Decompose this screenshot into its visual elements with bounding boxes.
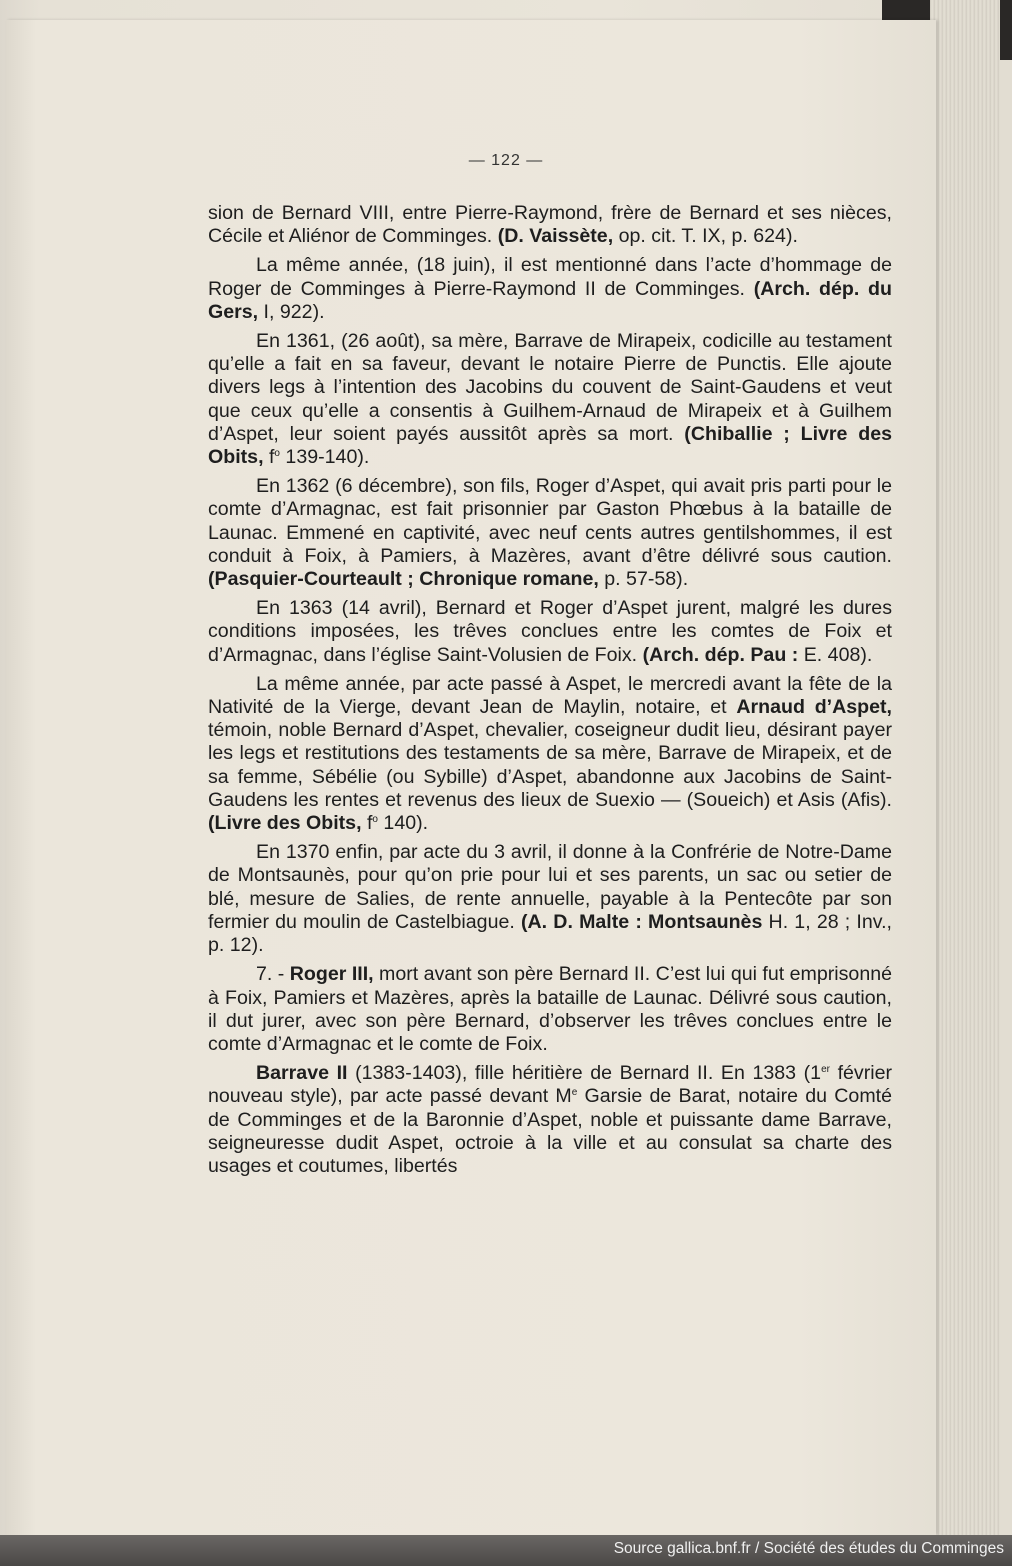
citation-bold: (Livre des Obits, — [208, 812, 362, 835]
text-run: 140). — [377, 812, 429, 835]
text-run: En 1370 enfin, par acte du 3 avril, il donne à la Confrérie de Notre-Dame de Montsaunès, pour qu’on prie pour lui et ses parents, un sac ou setier de blé, mesure de Salies, de rente annuelle, payable à la Pentecôte par son fermier du moulin de Castelbiague. — [208, 841, 892, 933]
citation-bold: (Pasquier-Courteault ; Chronique romane, — [208, 568, 599, 591]
text-run: mort avant son père Bernard II. C’est lui qui fut emprisonné à Foix, Pamiers et Mazères, après la bataille de Launac. Délivré sous caution, il dut jurer, avec son père Bernard, d’observer les trêves conclues entre le comte d’Armagnac et le comte de Foix. — [208, 963, 893, 1055]
text-run: E. 408). — [798, 643, 873, 666]
paragraph — [208, 330, 892, 469]
source-credit: Source gallica.bnf.fr / Société des études du Comminges — [613, 1540, 1004, 1557]
paragraph — [208, 202, 892, 248]
text-run: La même année, (18 juin), il est mentionné dans l’acte d’hommage de Roger de Comminges à Pierre-Raymond II de Comminges. — [208, 254, 892, 300]
citation-bold: (A. D. Malte : Montsaunès — [521, 910, 763, 933]
text-run: En 1361, (26 août), sa mère, Barrave de Mirapeix, codicille au testament qu’elle a fait en sa faveur, devant le notaire Pierre de Punctis. Elle ajoute divers legs à l’intention des Jacobins du couvent de Saint-Gaudens et veut que ceux qu’elle a consentis à Guilhem-Arnaud de Mirapeix et à Guilhem d’Aspet, leur soient payés aussitôt après sa mort. — [208, 330, 892, 445]
text-run: I, 922). — [258, 300, 325, 323]
text-run: 7. - — [256, 963, 290, 986]
page-number: — 122 — — [468, 152, 544, 169]
text-run: sion de Bernard VIII, entre Pierre-Raymond, frère de Bernard et ses nièces, Cécile et Aliénor de Comminges. — [208, 202, 892, 248]
text-run: témoin, noble Bernard d’Aspet, chevalier, coseigneur dudit lieu, désirant payer les legs et restitutions des testaments de sa mère, Barrave de Mirapeix, et de sa femme, Sébélie (ou Sybille) d’Aspet, abandonne aux Jacobins de Saint-Gaudens les rentes et revenus des lieux de Suexio — (Soueich) et Asis (Afis). — [208, 719, 892, 811]
text-run: En 1362 (6 décembre), son fils, Roger d’Aspet, qui avait pris parti pour le comte d’Armagnac, est fait prisonnier par Gaston Phœbus à la bataille de Launac. Emmené en captivité, avec neuf cents autres gentilshommes, il est conduit à Foix, à Pamiers, à Mazères, avant d’être délivré sous caution. — [208, 475, 892, 567]
text-run: Garsie de Barat, notaire du Comté de Comminges et de la Baronnie d’Aspet, noble et puissante dame Barrave, seigneuresse dudit Aspet, octroie à la ville et au consulat sa charte des usages et coutumes, libertés — [208, 1085, 892, 1177]
paragraph — [208, 1062, 892, 1178]
text-run: p. 57-58). — [598, 568, 689, 591]
superscript: o — [274, 448, 280, 460]
text-run: f — [263, 446, 275, 469]
citation-bold: (D. Vaissète, — [497, 225, 614, 248]
citation-bold: Arnaud d’Aspet, — [736, 696, 892, 719]
superscript: e — [571, 1087, 578, 1099]
paragraph — [208, 963, 892, 1056]
text-run: (1383-1403), fille héritière de Bernard II. En 1383 (1 — [347, 1062, 822, 1085]
citation-bold: (Arch. dép. Pau : — [642, 643, 799, 666]
stacked-page-edges — [930, 0, 1000, 1535]
paragraph — [208, 254, 892, 324]
text-run: op. cit. T. IX, p. 624). — [613, 225, 798, 248]
text-run: f — [361, 812, 373, 835]
text-run: H. 1, 28 ; Inv., p. 12). — [208, 910, 892, 957]
text-run: février nouveau style), par acte passé devant M — [208, 1062, 893, 1108]
superscript: o — [372, 814, 378, 826]
paragraph — [208, 475, 892, 591]
citation-bold: (Arch. dép. du Gers, — [208, 277, 892, 323]
text-run: La même année, par acte passé à Aspet, le mercredi avant la fête de la Nativité de la Vierge, devant Jean de Maylin, notaire, et — [208, 672, 892, 719]
paragraph — [208, 597, 892, 667]
text-run: 139-140). — [279, 446, 370, 469]
citation-bold: (Chiballie ; Livre des Obits, — [208, 422, 892, 469]
superscript: er — [821, 1064, 830, 1076]
citation-bold: Roger III, — [289, 963, 374, 986]
paragraph — [208, 841, 892, 957]
body-text — [208, 202, 892, 1184]
citation-bold: Barrave II — [256, 1062, 348, 1085]
text-run: En 1363 (14 avril), Bernard et Roger d’Aspet jurent, malgré les dures conditions imposées, les trêves conclues entre les comtes de Foix et d’Armagnac, dans l’église Saint-Volusien de Foix. — [208, 597, 892, 666]
paragraph — [208, 673, 892, 835]
